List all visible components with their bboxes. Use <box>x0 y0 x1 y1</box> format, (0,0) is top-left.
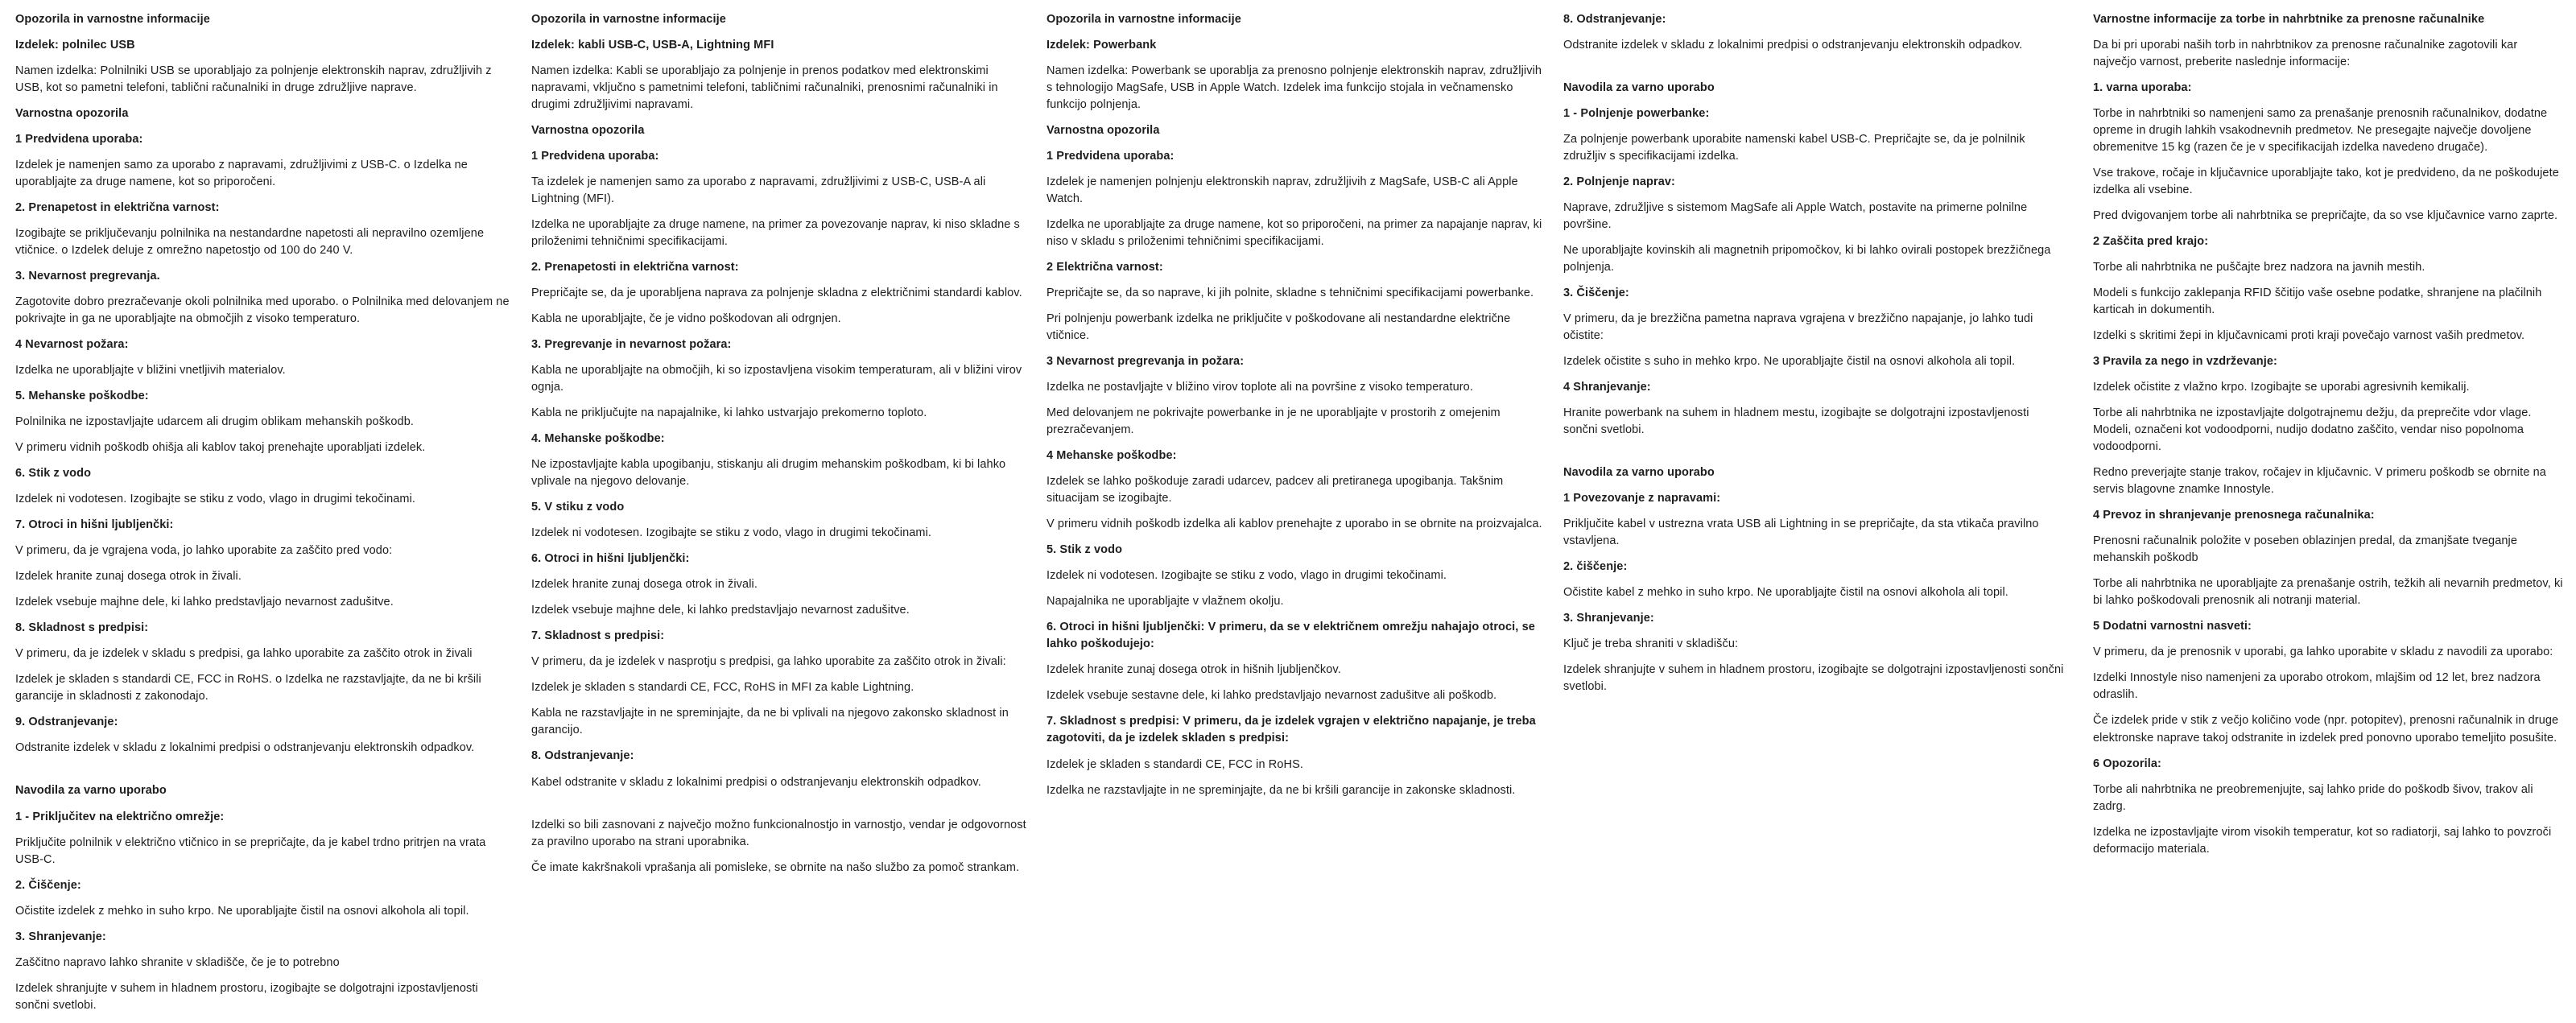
section-heading: 6 Opozorila: <box>2093 757 2161 770</box>
paragraph-gap <box>1563 448 2064 464</box>
paragraph: Odstranite izdelek v skladu z lokalnimi predpisi o odstranjevanju elektronskih odpadkov. <box>1563 39 2023 52</box>
paragraph: Očistite izdelek z mehko in suho krpo. Ne uporabljajte čistil na osnovi alkohola ali topil. <box>15 904 469 918</box>
paragraph: Torbe in nahrbtniki so namenjeni samo za prenašanje prenosnih računalnikov, dodatne opreme in drugih lahkih vsakodnevnih predmetov. Ne presegajte največje dovoljene obremenitve 15 kg (razen če je v specifikacijah izdelka navedeno drugače). <box>2093 107 2548 155</box>
paragraph: Pri polnjenju powerbank izdelka ne priključite v poškodovane ali nestandardne električne vtičnice. <box>1046 312 1511 343</box>
paragraph: Ne uporabljajte kovinskih ali magnetnih pripomočkov, ki bi lahko ovirali postopek brezžičnega polnjenja. <box>1563 244 2051 274</box>
paragraph: Namen izdelka: Powerbank se uporablja za prenosno polnjenje elektronskih naprav, združljivih s tehnologijo MagSafe, USB in Apple Watch. Izdelek ima funkcijo stojala in večnamensko funkcijo polnjenja. <box>1046 64 1542 112</box>
paragraph: Vse trakove, ročaje in ključavnice uporabljajte tako, kot je predvideno, da ne poškodujete izdelka ali vsebine. <box>2093 167 2559 197</box>
section-heading: 5 Dodatni varnostni nasveti: <box>2093 620 2252 633</box>
paragraph: Če izdelek pride v stik z večjo količino vode (npr. potopitev), prenosni računalnik in druge elektronske naprave takoj odstranite in izdelek pred ponovno uporabo temeljito posušite. <box>2093 714 2559 745</box>
paragraph: Očistite kabel z mehko in suho krpo. Ne uporabljajte čistil na osnovi alkohola ali topil. <box>1563 586 2008 600</box>
paragraph: Izdelek vsebuje sestavne dele, ki lahko predstavljajo nevarnost zadušitve ali poškodb. <box>1046 689 1497 703</box>
section-heading: Izdelek: Powerbank <box>1046 39 1157 52</box>
paragraph: Priključite kabel v ustrezna vrata USB ali Lightning in se prepričajte, da sta vtikača pravilno vstavljena. <box>1563 518 2039 548</box>
paragraph: Kabel odstranite v skladu z lokalnimi predpisi o odstranjevanju elektronskih odpadkov. <box>531 775 981 789</box>
section-heading: 3 Pravila za nego in vzdrževanje: <box>2093 355 2277 369</box>
paragraph: V primeru, da je izdelek v skladu s predpisi, ga lahko uporabite za zaščito otrok in živali <box>15 647 473 661</box>
paragraph: Izdelka ne izpostavljajte virom visokih temperatur, kot so radiatorji, saj lahko to povzroči deformacijo materiala. <box>2093 825 2552 856</box>
paragraph: V primeru vidnih poškodb ohišja ali kablov takoj prenehajte uporabljati izdelek. <box>15 441 426 455</box>
paragraph: V primeru, da je prenosnik v uporabi, ga lahko uporabite v skladu z navodili za uporabo: <box>2093 646 2553 659</box>
section-heading: 7. Skladnost s predpisi: <box>531 629 665 643</box>
paragraph: Izdelka ne uporabljajte za druge namene, kot so priporočeni, na primer za napajanje naprav, ki niso v skladu s priloženimi tehničnimi specifikacijami. <box>1046 218 1542 249</box>
section-heading: 4 Nevarnost požara: <box>15 338 129 352</box>
section-heading: 9. Odstranjevanje: <box>15 716 118 729</box>
paragraph: Izdelek je namenjen polnjenju elektronskih naprav, združljivih z MagSafe, USB-C ali Apple Watch. <box>1046 175 1518 206</box>
paragraph: Izdelek se lahko poškoduje zaradi udarcev, padcev ali pretiranega upogibanja. Takšnim situacijam se izogibajte. <box>1046 475 1504 505</box>
paragraph: Odstranite izdelek v skladu z lokalnimi predpisi o odstranjevanju elektronskih odpadkov. <box>15 741 475 755</box>
section-heading: 6. Stik z vodo <box>15 467 92 481</box>
paragraph: Izdelek ni vodotesen. Izogibajte se stiku z vodo, vlago in drugimi tekočinami. <box>1046 569 1447 583</box>
paragraph: Izdelki so bili zasnovani z največjo možno funkcionalnostjo in varnostjo, vendar je odgovornost za pravilno uporabo na strani uporabnika. <box>531 818 1026 848</box>
section-heading: 3 Nevarnost pregrevanja in požara: <box>1046 355 1245 369</box>
section-heading: 2. čiščenje: <box>1563 560 1628 574</box>
paragraph: Kabla ne razstavljajte in ne spreminjajte, da ne bi vplivali na njegovo zakonsko skladnost in garancijo. <box>531 707 1009 737</box>
section-heading: Opozorila in varnostne informacije <box>1046 13 1241 26</box>
paragraph-gap <box>1563 63 2064 80</box>
paragraph: Izdelek hranite zunaj dosega otrok in hišnih ljubljenčkov. <box>1046 663 1341 677</box>
section-heading: 1 - Polnjenje powerbanke: <box>1563 107 1710 121</box>
paragraph: Izogibajte se priključevanju polnilnika na nestandardne napetosti ali nepravilno ozemljene vtičnice. o Izdelek deluje z omrežno napetostjo od 100 do 240 V. <box>15 227 485 258</box>
paragraph: Izdelka ne razstavljajte in ne spreminjajte, da ne bi kršili garancije in zakonske skladnosti. <box>1046 783 1516 797</box>
paragraph: Kabla ne uporabljajte, če je vidno poškodovan ali odrgnjen. <box>531 312 841 326</box>
paragraph: Zaščitno napravo lahko shranite v skladišče, če je to potrebno <box>15 955 340 969</box>
paragraph: Izdelek je skladen s standardi CE, FCC in RoHS. <box>1046 757 1303 771</box>
section-heading: 4 Mehanske poškodbe: <box>1046 449 1177 463</box>
paragraph: Izdelek hranite zunaj dosega otrok in živali. <box>15 570 242 584</box>
paragraph-gap <box>15 765 514 782</box>
section-heading: 3. Pregrevanje in nevarnost požara: <box>531 338 732 352</box>
section-heading: 4 Prevoz in shranjevanje prenosnega računalnika: <box>2093 509 2375 522</box>
section-heading: 7. Skladnost s predpisi: V primeru, da je izdelek vgrajen v električno napajanje, je treba zagotoviti, da je izdelek skladen s predpisi: <box>1046 715 1536 745</box>
section-heading: Opozorila in varnostne informacije <box>15 13 210 26</box>
paragraph: Izdelki s skritimi žepi in ključavnicami proti kraji povečajo varnost vaših predmetov. <box>2093 329 2525 343</box>
paragraph: Napajalnika ne uporabljajte v vlažnem okolju. <box>1046 595 1284 608</box>
section-heading: 2 Zaščita pred krajo: <box>2093 235 2209 249</box>
section-heading: Varnostna opozorila <box>531 124 645 138</box>
section-heading: 3. Shranjevanje: <box>15 930 106 943</box>
section-heading: 2. Prenapetosti in električna varnost: <box>531 261 739 274</box>
paragraph: Izdelki Innostyle niso namenjeni za uporabo otrokom, mlajšim od 12 let, brez nadzora odraslih. <box>2093 671 2541 702</box>
section-heading: Varnostna opozorila <box>1046 124 1160 138</box>
paragraph: Priključite polnilnik v električno vtičnico in se prepričajte, da je kabel trdno pritrjen na vrata USB-C. <box>15 835 486 866</box>
section-heading: 8. Skladnost s predpisi: <box>15 621 149 635</box>
text-column-usb-charger-safety <box>15 11 514 1023</box>
paragraph: Namen izdelka: Kabli se uporabljajo za polnjenje in prenos podatkov med elektronskimi napravami, vključno s pametnimi telefoni, tabličnimi računalniki, prenosnimi računalniki in drugimi združljivimi napravami. <box>531 64 998 112</box>
paragraph: Izdelka ne uporabljajte za druge namene, na primer za povezovanje naprav, ki niso skladne s priloženimi tehničnimi specifikacijami. <box>531 218 1020 249</box>
paragraph: Naprave, združljive s sistemom MagSafe ali Apple Watch, postavite na primerne polnilne površine. <box>1563 201 2028 232</box>
paragraph: Zagotovite dobro prezračevanje okoli polnilnika med uporabo. o Polnilnika med delovanjem ne pokrivajte in ga ne uporabljajte na območjih z visoko temperaturo. <box>15 295 510 326</box>
section-heading: 5. Mehanske poškodbe: <box>15 390 149 403</box>
section-heading: Navodila za varno uporabo <box>15 784 167 798</box>
section-heading: 3. Shranjevanje: <box>1563 612 1654 625</box>
paragraph: Torbe ali nahrbtnika ne uporabljajte za prenašanje ostrih, težkih ali nevarnih predmetov, ki bi lahko poškodovali prenosnik ali notranji material. <box>2093 577 2563 608</box>
section-heading: 4. Mehanske poškodbe: <box>531 432 665 446</box>
text-column-laptop-bags-safety <box>2093 11 2564 867</box>
paragraph: V primeru, da je izdelek v nasprotju s predpisi, ga lahko uporabite za zaščito otrok in živali: <box>531 655 1006 669</box>
section-heading: 1 Povezovanje z napravami: <box>1563 492 1721 505</box>
section-heading: Navodila za varno uporabo <box>1563 81 1715 95</box>
paragraph: Izdelek očistite z vlažno krpo. Izogibajte se uporabi agresivnih kemikalij. <box>2093 381 2470 394</box>
section-heading: 8. Odstranjevanje: <box>531 749 634 763</box>
paragraph: Izdelka ne postavljajte v bližino virov toplote ali na površine z visoko temperaturo. <box>1046 381 1473 394</box>
text-column-cables-safety <box>531 11 1037 885</box>
paragraph: Namen izdelka: Polnilniki USB se uporabljajo za polnjenje elektronskih naprav, združljivih z USB, kot so pametni telefoni, tablični računalniki in druge združljive naprave. <box>15 64 492 95</box>
section-heading: 1 Predvidena uporaba: <box>1046 150 1174 163</box>
paragraph: Ta izdelek je namenjen samo za uporabo z napravami, združljivimi z USB-C, USB-A ali Lightning (MFI). <box>531 175 986 206</box>
paragraph: Prenosni računalnik položite v poseben oblazinjen predal, da zmanjšate tveganje mehanskih poškodb <box>2093 534 2518 565</box>
section-heading: 1 Predvidena uporaba: <box>531 150 659 163</box>
paragraph: Prepričajte se, da je uporabljena naprava za polnjenje skladna z električnimi standardi kablov. <box>531 287 1022 300</box>
paragraph: V primeru, da je vgrajena voda, jo lahko uporabite za zaščito pred vodo: <box>15 544 393 558</box>
section-heading: 5. Stik z vodo <box>1046 543 1123 557</box>
section-heading: 5. V stiku z vodo <box>531 501 625 514</box>
paragraph: V primeru vidnih poškodb izdelka ali kablov prenehajte z uporabo in se obrnite na proizvajalca. <box>1046 518 1542 531</box>
paragraph: Za polnjenje powerbank uporabite namenski kabel USB-C. Prepričajte se, da je polnilnik združljiv s specifikacijami izdelka. <box>1563 133 2025 163</box>
text-column-powerbank-usage-continued <box>1563 11 2064 704</box>
section-heading: 6. Otroci in hišni ljubljenčki: V primeru, da se v električnem omrežju nahajajo otroci, se lahko poškodujejo: <box>1046 621 1535 651</box>
section-heading: 1 Predvidena uporaba: <box>15 133 143 146</box>
paragraph: Izdelek očistite s suho in mehko krpo. Ne uporabljajte čistil na osnovi alkohola ali topil. <box>1563 355 2016 369</box>
paragraph: Torbe ali nahrbtnika ne puščajte brez nadzora na javnih mestih. <box>2093 261 2425 274</box>
section-heading: Varnostne informacije za torbe in nahrbtnike za prenosne računalnike <box>2093 13 2485 26</box>
paragraph: V primeru, da je brezžična pametna naprava vgrajena v brezžično napajanje, jo lahko tudi očistite: <box>1563 312 2033 343</box>
section-heading: 2. Prenapetost in električna varnost: <box>15 201 220 215</box>
paragraph: Redno preverjajte stanje trakov, ročajev in ključavnic. V primeru poškodb se obrnite na servis blagovne znamke Innostyle. <box>2093 466 2546 497</box>
paragraph: Polnilnika ne izpostavljajte udarcem ali drugim oblikam mehanskih poškodb. <box>15 415 415 429</box>
section-heading: 3. Nevarnost pregrevanja. <box>15 270 160 283</box>
paragraph: Torbe ali nahrbtnika ne izpostavljajte dolgotrajnemu dežju, da preprečite vdor vlage. Modeli, označeni kot vodoodporni, nudijo dodatno zaščito, vendar niso popolnoma vodoodporni. <box>2093 406 2532 454</box>
section-heading: Izdelek: polnilec USB <box>15 39 135 52</box>
paragraph: Izdelek je namenjen samo za uporabo z napravami, združljivimi z USB-C. o Izdelka ne uporabljajte za druge namene, kot so priporočeni. <box>15 159 468 189</box>
section-heading: Izdelek: kabli USB-C, USB-A, Lightning MFI <box>531 39 774 52</box>
paragraph: Izdelek hranite zunaj dosega otrok in živali. <box>531 578 758 592</box>
paragraph: Izdelek je skladen s standardi CE, FCC in RoHS. o Izdelka ne razstavljajte, da ne bi kršili garancije in skladnosti z zakonodajo. <box>15 673 481 703</box>
section-heading: 1. varna uporaba: <box>2093 81 2192 95</box>
paragraph: Hranite powerbank na suhem in hladnem mestu, izogibajte se dolgotrajni izpostavljenosti sončni svetlobi. <box>1563 406 2029 437</box>
section-heading: Varnostna opozorila <box>15 107 129 121</box>
section-heading: 4 Shranjevanje: <box>1563 381 1651 394</box>
paragraph: Izdelek shranjujte v suhem in hladnem prostoru, izogibajte se dolgotrajni izpostavljenosti sončni svetlobi. <box>1563 663 2064 694</box>
paragraph: Da bi pri uporabi naših torb in nahrbtnikov za prenosne računalnike zagotovili kar največjo varnost, preberite naslednje informacije: <box>2093 39 2518 69</box>
paragraph: Izdelek ni vodotesen. Izogibajte se stiku z vodo, vlago in drugimi tekočinami. <box>15 493 416 506</box>
section-heading: 8. Odstranjevanje: <box>1563 13 1666 26</box>
section-heading: 7. Otroci in hišni ljubljenčki: <box>15 518 174 532</box>
section-heading: Navodila za varno uporabo <box>1563 466 1715 480</box>
section-heading: 6. Otroci in hišni ljubljenčki: <box>531 552 690 566</box>
paragraph: Pred dvigovanjem torbe ali nahrbtnika se prepričajte, da so vse ključavnice varno zaprte. <box>2093 209 2558 223</box>
paragraph: Prepričajte se, da so naprave, ki jih polnite, skladne s tehničnimi specifikacijami powerbanke. <box>1046 287 1534 300</box>
paragraph: Izdelek vsebuje majhne dele, ki lahko predstavljajo nevarnost zadušitve. <box>531 604 910 617</box>
paragraph: Izdelek shranjujte v suhem in hladnem prostoru, izogibajte se dolgotrajni izpostavljenosti sončni svetlobi. <box>15 981 478 1012</box>
paragraph: Ne izpostavljajte kabla upogibanju, stiskanju ali drugim mehanskim poškodbam, ki bi lahko vplivale na njegovo delovanje. <box>531 458 1006 489</box>
paragraph: Izdelek je skladen s standardi CE, FCC, RoHS in MFI za kable Lightning. <box>531 681 914 695</box>
section-heading: 2 Električna varnost: <box>1046 261 1163 274</box>
paragraph-gap <box>531 800 1037 817</box>
paragraph: Med delovanjem ne pokrivajte powerbanke in je ne uporabljajte v prostorih z omejenim prezračevanjem. <box>1046 406 1501 437</box>
paragraph: Kabla ne uporabljajte na območjih, ki so izpostavljena visokim temperaturam, ali v bližini virov ognja. <box>531 364 1022 394</box>
paragraph: Če imate kakršnakoli vprašanja ali pomisleke, se obrnite na našo službo za pomoč strankam. <box>531 860 1020 874</box>
paragraph: Izdelka ne uporabljajte v bližini vnetljivih materialov. <box>15 364 286 377</box>
section-heading: 2. Polnjenje naprav: <box>1563 175 1675 189</box>
section-heading: 3. Čiščenje: <box>1563 287 1629 300</box>
section-heading: 2. Čiščenje: <box>15 878 81 892</box>
section-heading: 1 - Priključitev na električno omrežje: <box>15 810 225 823</box>
paragraph: Kabla ne priključujte na napajalnike, ki lahko ustvarjajo prekomerno toploto. <box>531 406 927 420</box>
paragraph: Izdelek vsebuje majhne dele, ki lahko predstavljajo nevarnost zadušitve. <box>15 596 394 609</box>
section-heading: Opozorila in varnostne informacije <box>531 13 726 26</box>
text-column-powerbank-safety <box>1046 11 1547 808</box>
paragraph: Ključ je treba shraniti v skladišču: <box>1563 637 1739 651</box>
paragraph: Torbe ali nahrbtnika ne preobremenjujte, saj lahko pride do poškodb šivov, trakov ali zadrg. <box>2093 782 2533 813</box>
paragraph: Modeli s funkcijo zaklepanja RFID ščitijo vaše osebne podatke, shranjene na plačilnih karticah in dokumentih. <box>2093 287 2542 317</box>
paragraph: Izdelek ni vodotesen. Izogibajte se stiku z vodo, vlago in drugimi tekočinami. <box>531 526 932 540</box>
